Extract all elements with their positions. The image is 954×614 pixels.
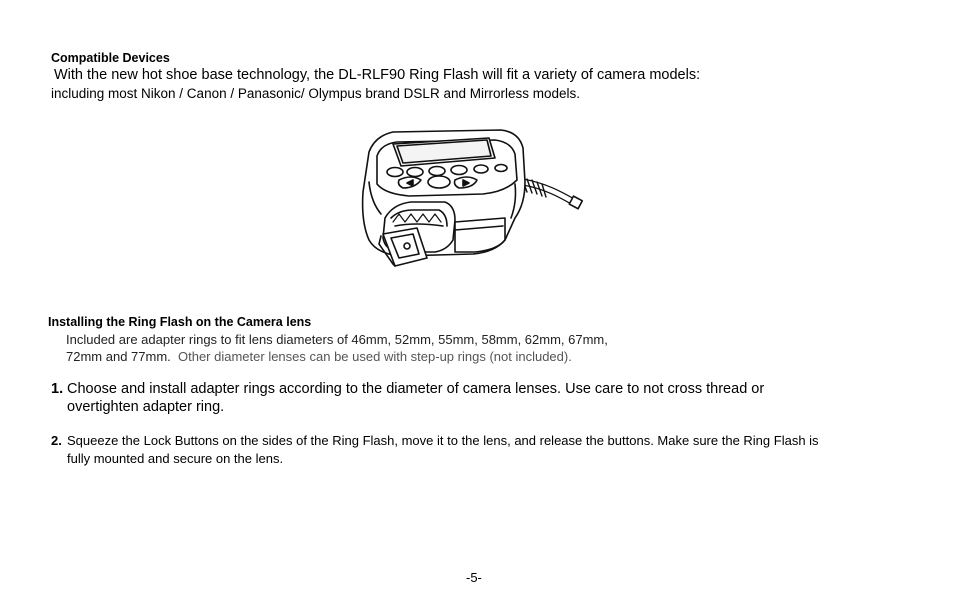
step-2-number: 2.: [51, 433, 62, 448]
adapter-rings-text-cont: [66, 349, 572, 364]
page-number: -5-: [466, 570, 482, 585]
step-1-number: 1.: [51, 381, 64, 397]
step-up-rings-note: Other diameter lenses can be used with step-up rings (not included).: [178, 349, 572, 364]
compatible-models-text: including most Nikon / Canon / Panasonic/ Olympus brand DSLR and Mirrorless models.: [51, 86, 580, 101]
step-1-text-cont: overtighten adapter ring.: [67, 399, 225, 415]
step-2-text-cont: fully mounted and secure on the lens.: [67, 451, 284, 466]
compatible-devices-heading: Compatible Devices: [51, 51, 170, 65]
step-1-text: Choose and install adapter rings according to the diameter of camera lenses. Use care to not cross thread or: [67, 381, 765, 397]
installing-heading: Installing the Ring Flash on the Camera lens: [48, 315, 312, 329]
ring-flash-controller-illustration: [355, 122, 595, 270]
step-2-text: Squeeze the Lock Buttons on the sides of the Ring Flash, move it to the lens, and release the buttons. Make sure the Ring Flash is: [67, 433, 819, 448]
compatible-intro-text: With the new hot shoe base technology, the DL-RLF90 Ring Flash will fit a variety of camera models:: [54, 67, 701, 83]
lens-sizes-text: 72mm and 77mm.: [66, 349, 171, 364]
adapter-rings-text: Included are adapter rings to fit lens diameters of 46mm, 52mm, 55mm, 58mm, 62mm, 67mm,: [66, 332, 608, 347]
